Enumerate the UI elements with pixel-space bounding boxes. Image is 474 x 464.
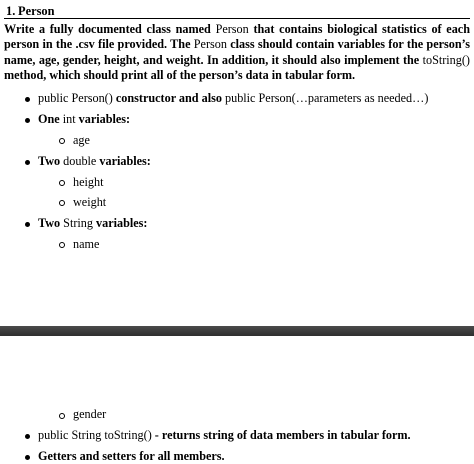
sub-bullet-ring	[59, 180, 65, 186]
list-item-text: variables:	[92, 216, 148, 230]
list-item-text: One	[38, 112, 63, 126]
list-item-int-variables	[38, 112, 130, 127]
document-page-bottom	[0, 336, 474, 463]
sub-bullet-ring	[59, 413, 65, 419]
constructor-signature: public Person()	[38, 91, 113, 105]
section-number: 1.	[6, 4, 16, 18]
intro-text: Write a fully documented class named	[4, 22, 216, 36]
sub-item-age: age	[73, 133, 90, 147]
page-break-separator	[0, 326, 474, 336]
intro-text: method, which should print all of the person’s data in tabular form.	[4, 67, 356, 82]
bullet-dot	[25, 455, 30, 460]
list-item-tostring	[38, 428, 411, 443]
sub-bullet-ring	[59, 242, 65, 248]
sub-item-name: name	[73, 237, 100, 251]
class-name-ref: Person	[193, 37, 227, 52]
bullet-dot	[25, 97, 30, 102]
method-name-ref: toString()	[422, 52, 470, 67]
list-item-string-variables	[38, 216, 147, 231]
list-item-constructors	[38, 91, 428, 106]
list-item-double-variables	[38, 154, 151, 169]
intro-paragraph	[4, 22, 470, 83]
section-title: Person	[18, 4, 55, 18]
list-item-text: Two	[38, 154, 64, 168]
sub-bullet-ring	[59, 138, 65, 144]
sub-item-weight: weight	[73, 195, 107, 209]
type-name: int	[62, 112, 76, 126]
list-item-text: variables:	[75, 112, 131, 126]
bullet-dot	[25, 222, 30, 227]
bullet-dot	[25, 160, 30, 165]
bullet-dot	[25, 434, 30, 439]
sub-item-height: height	[73, 175, 104, 189]
type-name: String	[63, 216, 93, 230]
list-item-text: - returns string of data members in tabular form.	[151, 428, 411, 442]
list-item-text: Two	[38, 216, 64, 230]
list-item-text: variables:	[96, 154, 151, 168]
bullet-dot	[25, 118, 30, 123]
sub-bullet-ring	[59, 200, 65, 206]
class-name-ref: Person	[215, 22, 249, 36]
list-item-text: constructor and also	[112, 91, 225, 105]
constructor-signature: public Person(…parameters as needed…)	[225, 91, 429, 105]
intro-text: class should contain variables for the person’s name, age, gender, height, and weight. In addition, it should also implement the	[4, 37, 470, 67]
intro-text: that contains biological statistics of each person in the .csv file provided. The	[4, 22, 470, 52]
sub-item-gender: gender	[73, 407, 107, 421]
method-signature: public String toString()	[38, 428, 152, 442]
heading-rule	[4, 18, 470, 19]
list-item-getters-setters: Getters and setters for all members.	[38, 449, 225, 463]
type-name: double	[63, 154, 97, 168]
